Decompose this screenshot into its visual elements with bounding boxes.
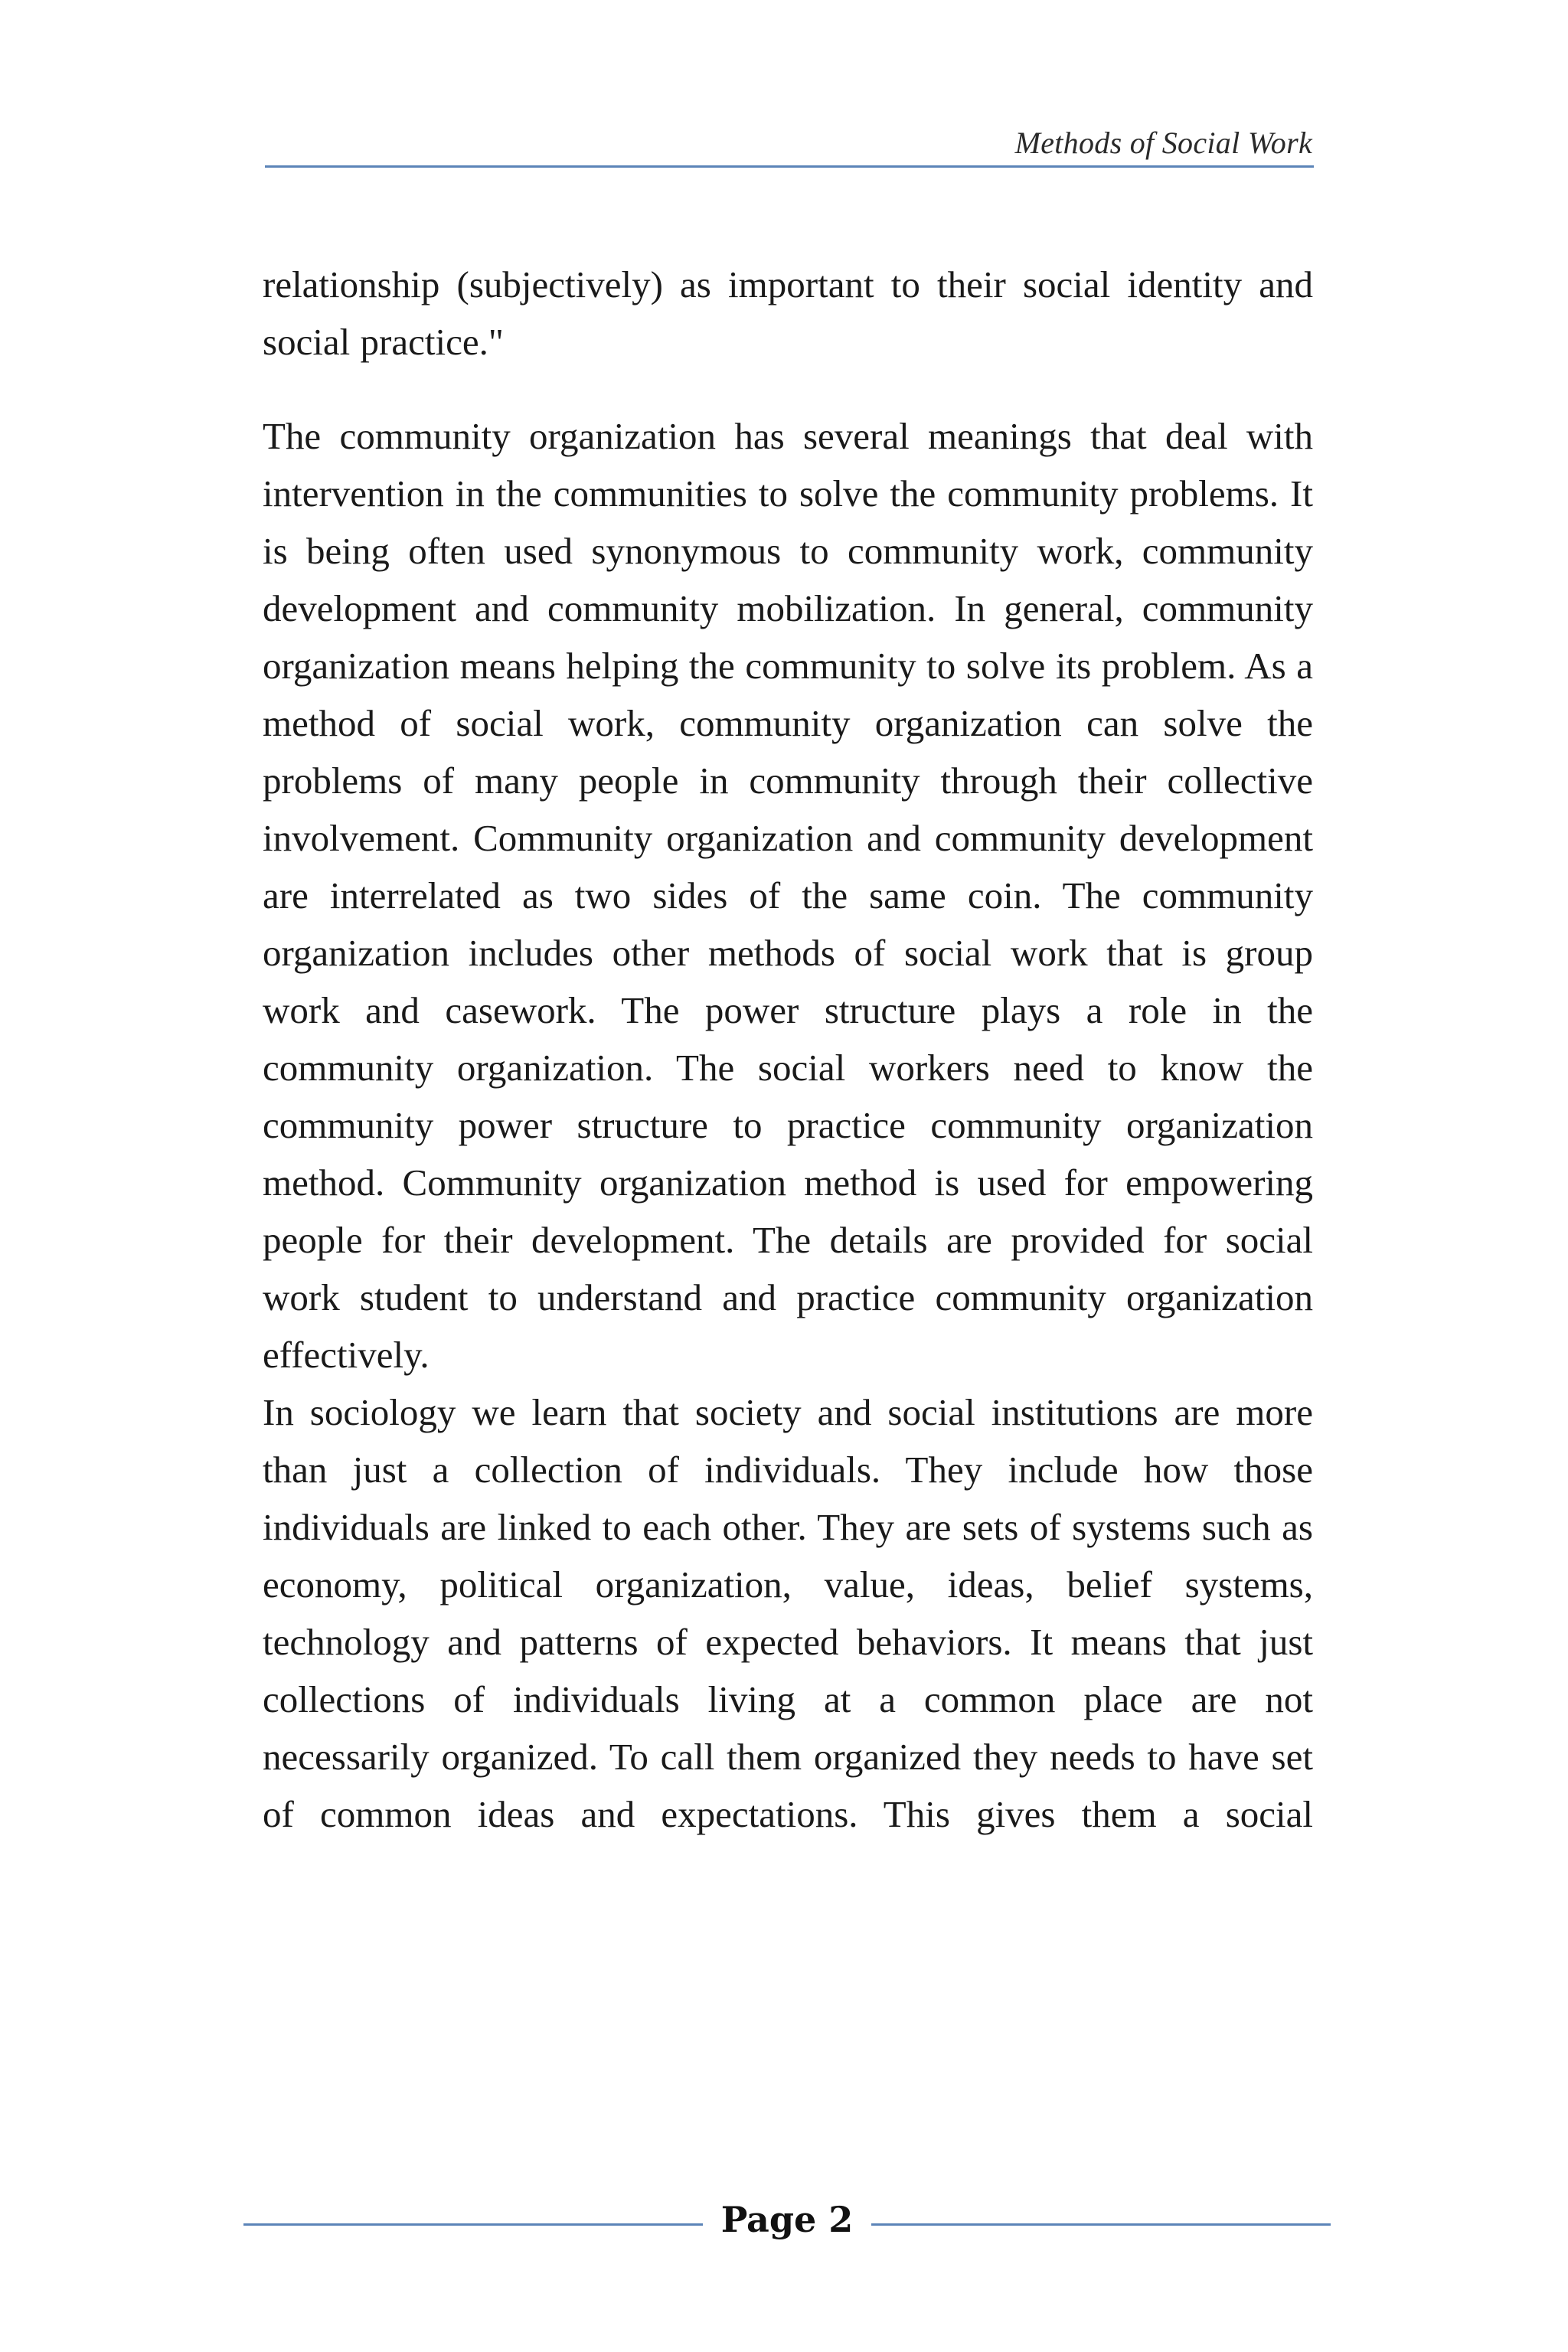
paragraph: The community organization has several meanings that deal with intervention in the communities to solve the community problems. It is being often used synonymous to community work, community development and community mobilization. In general, community organization means helping the community to solve its problem. As a method of social work, community organization can solve the problems of many people in community through their collective involvement. Community organization and community development are interrelated as two sides of the same coin. The community organization includes other methods of social work that is group work and casework. The power structure plays a role in the community organization. The social workers need to know the community power structure to practice community organization method. Community organization method is used for empowering people for their development. The details are provided for social work student to understand and practice community organization effectively. xyxy=(263,415,1313,1376)
footer-rule-right xyxy=(871,2223,1331,2226)
page-footer xyxy=(243,2197,1331,2251)
running-header-title: Methods of Social Work xyxy=(1014,126,1312,160)
paragraph: relationship (subjectively) as important to their social identity and social practice." xyxy=(263,263,1313,363)
running-header xyxy=(265,126,1314,168)
body-text xyxy=(263,256,1313,1843)
page-number: Page 2 xyxy=(720,2199,854,2240)
paragraph: In sociology we learn that society and social institutions are more than just a collection of individuals. They include how those individuals are linked to each other. They are sets of systems such as economy, political organization, value, ideas, belief systems, technology and patterns of expected behaviors. It means that just collections of individuals living at a common place are not necessarily organized. To call them organized they needs to have set of common ideas and expectations. This gives them a social xyxy=(263,1391,1313,1835)
